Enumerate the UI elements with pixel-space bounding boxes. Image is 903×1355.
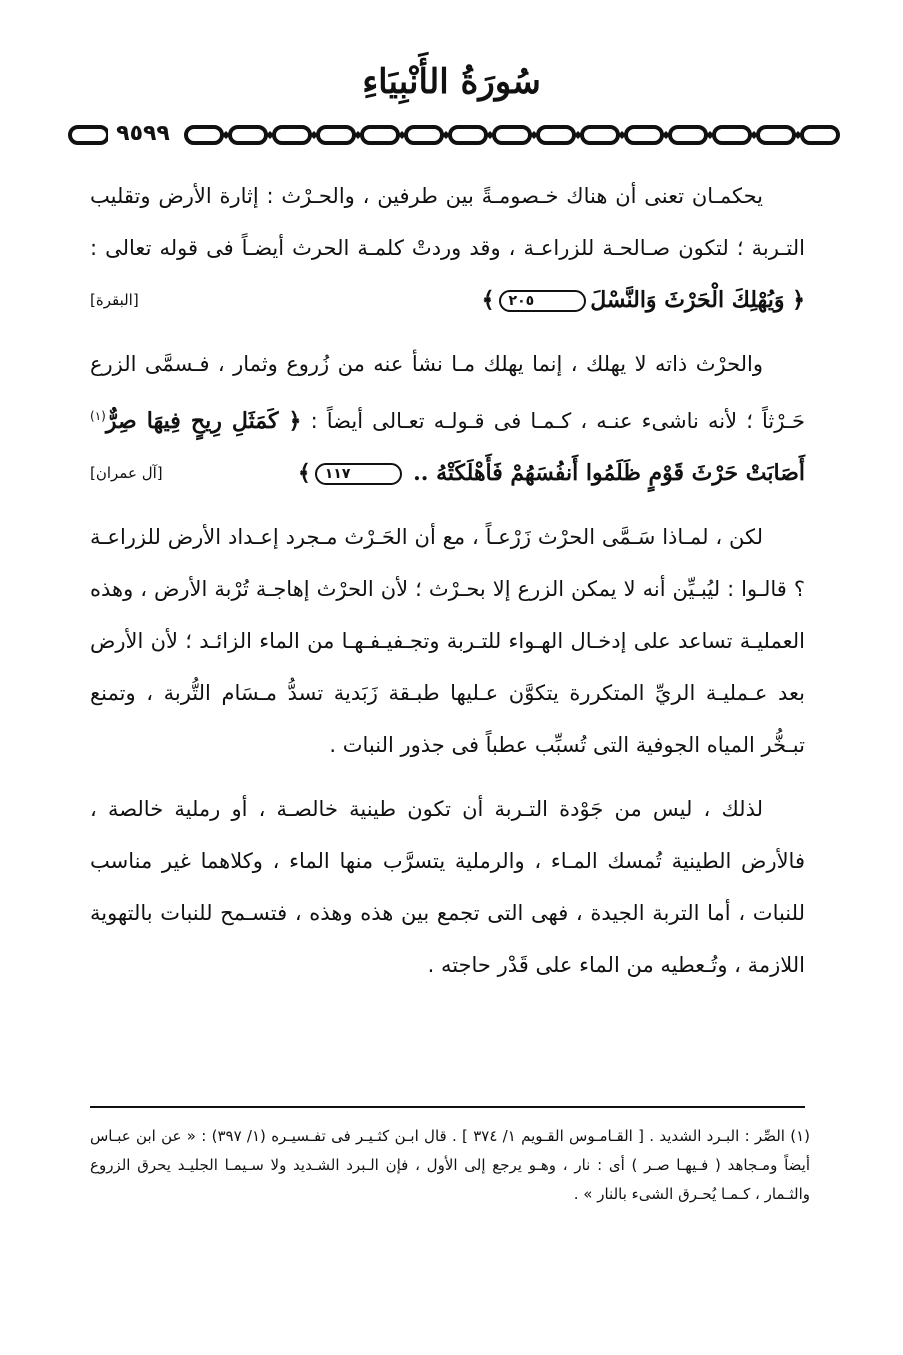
footnote-divider xyxy=(90,1106,805,1108)
body-text xyxy=(90,170,805,1003)
ornamental-border xyxy=(68,122,840,148)
footnotes xyxy=(90,1122,810,1209)
quran-verse: ﴿ وَيُهْلِكَ الْحَرْثَ وَالنَّسْلَ xyxy=(590,287,805,313)
paragraph-2 xyxy=(90,338,805,499)
footnote-marker: (١) xyxy=(90,409,106,423)
ayah-number-marker: ٢٠٥ xyxy=(499,290,587,312)
surah-title: سُورَةُ الأَنْبِيَاءِ xyxy=(362,62,541,102)
paragraph-4: لذلك ، ليس من جَوْدة التـربة أن تكون طينية خالصـة ، أو رملية خالصة ، فالأرض الطينية تُمسك المـاء ، والرملية يتسرَّب منها الماء ، وكلاهما غير مناسب للنبات ، أما التربة الجيدة ، فهى التى تجمع بين هذه وهذه ، فتسـمح للنبات بالتهوية اللازمة ، وتُـعطيه من الماء على قَدْر حاجته . xyxy=(90,797,805,977)
footnote-1: (١) الصِّر : البـرد الشديد . [ القـامـوس القـويم ١/ ٣٧٤ ] . قال ابـن كثـيـر فى تفـسيـره (١/ ٣٩٧) : « عن ابن عبـاس أيضاً ومـجاهد ( فـيهـا صـر ) أى : نار ، وهـو يرجع إلى الأول ، فإن الـبرد الشـديد ولا سـيمـا الجليـد يحرق الزروع والثـمار ، كـمـا يُحـرق الشىء بالنار » . xyxy=(90,1127,811,1203)
page-number: ٩٥٩٩ xyxy=(108,119,178,149)
quran-verse: ﴿ كَمَثَلِ رِيحٍ فِيهَا صِرٌّ xyxy=(105,408,302,434)
ayah-number-marker: ١١٧ xyxy=(315,463,403,485)
paragraph-3: لكن ، لمـاذا سَـمَّى الحرْث زَرْعـاً ، مع أن الحَـرْث مـجرد إعـداد الأرض للزراعـة ؟ قالـوا : ليُبـيِّن أنه لا يمكن الزرع إلا بحـرْث ؛ لأن الحرْث إهاجـة تُرْبة الأرض ، وهذه العمليـة تساعد على إدخـال الهـواء للتـربة وتجـفيـفـهـا من الماء الزائـد ؛ لأن الأرض بعد عـمليـة الريِّ المتكررة يتكوَّن عـليها طبـقة زَبَدية تسدُّ مـسَام التُّربة ، وتمنع تبـخُّر المياه الجوفية التى تُسبِّب عطباً فى جذور النبات . xyxy=(90,525,805,757)
paragraph-text: والحرْث ذاته لا يهلك ، إنما يهلك مـا نشأ عنه من زُروع وثمار ، فـسمَّى الزرع حَـرْثاً ؛ لأنه ناشىء عنـه ، كـمـا فى قـولـه تعـالى أيضاً : xyxy=(90,352,805,433)
surah-reference: [البقرة] xyxy=(90,291,139,309)
verse-close-bracket: ﴾ xyxy=(297,460,311,486)
paragraph-text: يحكمـان تعنى أن هناك خـصومـةً بين طرفين ، والحـرْث : إثارة الأرض وتقليب التـربة ؛ لتكون صـالحـة للزراعـة ، وقد وردتْ كلمـة الحرث أيضـاً فى قوله تعالى : xyxy=(90,184,805,260)
paragraph-1 xyxy=(90,170,805,326)
verse-close-bracket: ﴾ xyxy=(481,287,495,313)
surah-reference: [آل عمران] xyxy=(90,464,163,482)
quran-verse-continued: أَصَابَتْ حَرْثَ قَوْمٍ ظَلَمُوا أَنفُسَهُمْ فَأَهْلَكَتْهُ .. xyxy=(413,460,805,486)
